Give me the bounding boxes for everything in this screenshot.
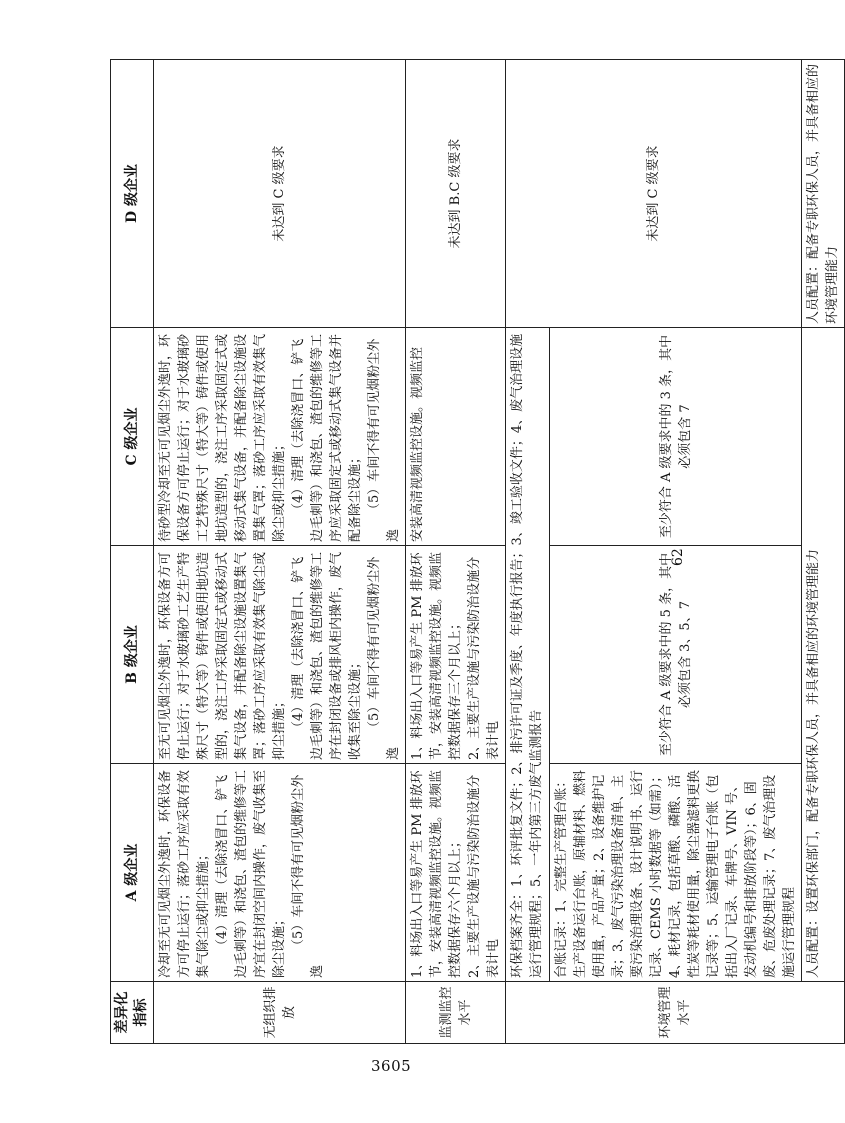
text-line: （5）车间不得有可见烟粉尘外逸 [367, 338, 401, 542]
cell-personnel-c: 人员配置：配备专职环保人员，并具备相应的环境管理能力 [802, 60, 845, 328]
indicator-table [110, 59, 845, 1044]
text-line: 2、主要生产设施与污染防治设施分表计电 [467, 556, 501, 760]
header-d: D 级企业 [111, 60, 154, 328]
text-line: （4）清理（去除浇冒口、铲飞边毛刺等）和浇包、渣包的维修等工序应采取固定式或移动式集气设备并配备除尘设施； [291, 333, 363, 542]
header-a: A 级企业 [111, 764, 154, 982]
cell-c-unorganized [154, 328, 406, 546]
header-c: C 级企业 [111, 328, 154, 546]
cell-a-unorganized [154, 764, 406, 982]
header-b: B 级企业 [111, 546, 154, 764]
row-label-management: 环境管理水平 [506, 982, 845, 1044]
text-line: 冷却至无可见烟尘外逸时，环保设备方可停止运行；落砂工序应采取有效集气除尘或抑尘措施； [158, 769, 211, 978]
cell-c-monitoring: 安装高清视频监控设施。视频监控 [406, 328, 506, 546]
text-line: （5）车间不得有可见烟粉尘外逸 [291, 774, 325, 978]
page-number: 3605 [371, 1057, 412, 1075]
cell-a-ledger: 台账记录：1、完整生产管理台账：生产设备运行台账，原辅材料、燃料使用量，产品产量；2、设备维护记录；3、废气污染治理设备清单、主要污染治理设备、设计说明书、运行记录、CEMS 小时数据等（如需）；4、耗材记录，包括草酸、磷酸、活性炭等耗材使用量，除尘器滤料更换记录等；5、运输管理电子台账（包括出入厂记录、车牌号、VIN 号、发动机编号和排放阶段等）；6、固废、危废处理记录；7、废气治理设施运行管理规程 [550, 764, 802, 982]
text-line: 2、主要生产设施与污染防治设施分表计电 [467, 774, 501, 978]
table-row [802, 60, 845, 1044]
cell-c-ledger: 至少符合 A 级要求中的 3 条，其中必须包含 7 [550, 328, 802, 546]
text-line: （4）清理（去除浇冒口、铲飞边毛刺等）和浇包、渣包的维修等工序在封闭设备或排风柜内操作，废气收集至除尘设施； [291, 551, 363, 760]
cell-personnel-a: 人员配置：设置环保部门，配备专职环保人员，并具备相应的环境管理能力 [802, 328, 845, 982]
text-line: 待砂型冷却至无可见烟尘外逸时，环保设备方可停止运行；对于水玻璃砂工艺特殊尺寸（特大等）铸件或使用地坑造型的，浇注工序采取固定式或移动式集气设备，并配备除尘设施设置集气罩；落砂工序应采取有效集气除尘或抑尘措施； [158, 333, 287, 542]
table-header-row [111, 60, 154, 1044]
row-label-monitoring: 监测监控水平 [406, 982, 506, 1044]
text-line: 至无可见烟尘外逸时，环保设备方可停止运行；对于水玻璃砂工艺生产特殊尺寸（特大等）铸件或使用地坑造型的，浇注工序采取固定式或移动式集气设备，并配备除尘设施设置集气罩；落砂工序应采取有效集气除尘或抑尘措施； [158, 551, 287, 760]
text-line: （5）车间不得有可见烟粉尘外逸 [367, 556, 401, 760]
rotated-content [110, 60, 840, 1044]
table-row [406, 60, 506, 1044]
cell-d-management: 未达到 C 级要求 [506, 60, 802, 328]
header-indicator: 差异化指标 [111, 982, 154, 1044]
cell-d-monitoring: 未达到 B.C 级要求 [406, 60, 506, 328]
text-line: 1、料场出入口等易产生 PM 排放环节，安装高清视频监控设施。视频监控数据保存六个月以上； [410, 769, 463, 978]
table-row [506, 60, 550, 1044]
cell-a-monitoring [406, 764, 506, 982]
text-line: 1、料场出入口等易产生 PM 排放环节，安装高清视频监控设施。视频监控数据保存三个月以上； [410, 551, 463, 760]
cell-b-unorganized [154, 546, 406, 764]
table-row [154, 60, 406, 1044]
inner-page-number: 62 [670, 548, 686, 566]
rotated-page [110, 60, 840, 1044]
cell-b-ledger: 至少符合 A 级要求中的 5 条，其中必须包含 3、5、7 [550, 546, 802, 764]
cell-d-unorganized: 未达到 C 级要求 [154, 60, 406, 328]
cell-archives: 环保档案齐全：1、环评批复文件；2、排污许可证及季度、年度执行报告；3、竣工验收文件；4、废气治理设施运行管理规程；5、一年内第三方废气监测报告 [506, 328, 550, 982]
cell-b-monitoring [406, 546, 506, 764]
row-label-unorganized: 无组织排放 [154, 982, 406, 1044]
text-line: （4）清理（去除浇冒口、铲飞边毛刺等）和浇包、渣包的维修等工序宜在封闭空间内操作，废气收集至除尘设施； [215, 769, 287, 978]
